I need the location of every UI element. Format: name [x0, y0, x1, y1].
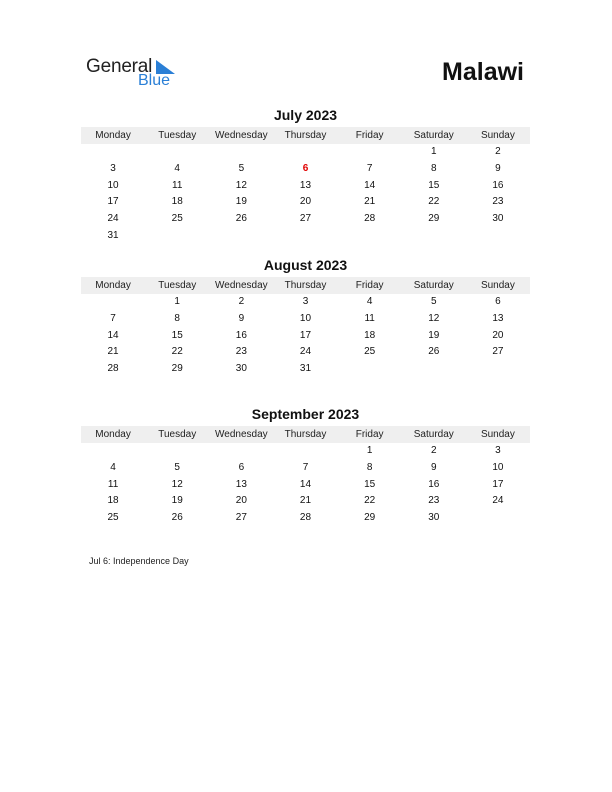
weekday-label: Saturday [413, 280, 454, 291]
day-cell: 1 [366, 445, 373, 456]
weekday-label: Wednesday [215, 130, 268, 141]
day-cell: 10 [492, 461, 504, 473]
weekday-label: Saturday [413, 429, 454, 440]
day-cell: 25 [364, 346, 376, 358]
day-cell [209, 144, 273, 161]
weekday-header-row [81, 426, 530, 443]
week-row [81, 443, 530, 460]
weekday-header-row [81, 127, 530, 144]
weekday-label: Monday [95, 280, 131, 291]
day-cell: 11 [107, 478, 119, 490]
logo-text-blue: Blue [138, 72, 171, 89]
day-cell: 14 [299, 478, 312, 490]
day-cell [209, 443, 273, 460]
day-cell: 13 [492, 312, 504, 324]
day-cell: 13 [299, 179, 312, 191]
day-cell: 10 [299, 312, 312, 324]
weekday-label: Tuesday [158, 280, 197, 291]
day-cell: 25 [107, 512, 119, 524]
weekday-label: Friday [355, 130, 384, 141]
month-title: July 2023 [273, 107, 338, 123]
month-calendar [81, 256, 530, 378]
day-cell [338, 361, 402, 378]
weekday-header-row [81, 277, 530, 294]
week-row [81, 344, 530, 361]
day-cell: 5 [430, 296, 437, 307]
day-cell: 12 [171, 478, 183, 490]
day-cell: 18 [171, 196, 183, 208]
month-title: September 2023 [251, 406, 360, 422]
month-calendar [81, 405, 530, 527]
day-cell: 11 [172, 179, 183, 191]
weekday-label: Sunday [480, 280, 515, 291]
day-cell: 3 [110, 162, 116, 174]
week-row [81, 144, 530, 161]
month-title: August 2023 [263, 257, 348, 273]
day-cell: 15 [364, 478, 376, 490]
day-cell [402, 228, 466, 245]
day-cell: 7 [110, 312, 116, 324]
day-cell: 12 [235, 179, 247, 191]
day-cell: 23 [235, 346, 247, 358]
day-cell: 28 [364, 213, 376, 225]
day-cell: 1 [174, 296, 180, 307]
day-cell: 7 [302, 461, 309, 473]
day-cell: 9 [238, 312, 245, 324]
week-row [81, 510, 530, 527]
day-cell: 6 [238, 461, 245, 473]
week-row [81, 460, 530, 477]
day-cell [81, 144, 145, 161]
day-cell [466, 361, 530, 378]
day-cell: 20 [235, 495, 247, 507]
weekday-label: Monday [95, 429, 131, 440]
day-cell: 27 [235, 512, 247, 524]
day-cell: 9 [430, 461, 437, 473]
day-cell: 17 [492, 478, 504, 490]
day-cell: 15 [428, 179, 440, 191]
week-row [81, 477, 530, 494]
week-row [81, 493, 530, 510]
week-row [81, 211, 530, 228]
day-cell: 11 [364, 312, 375, 324]
day-cell [81, 443, 145, 460]
day-cell [338, 144, 402, 161]
weekday-label: Thursday [284, 280, 327, 291]
day-cell: 28 [107, 363, 119, 375]
weekday-label: Saturday [413, 130, 454, 141]
day-cell: 22 [171, 346, 183, 358]
day-cell [402, 361, 466, 378]
day-cell: 13 [235, 478, 247, 490]
week-row [81, 194, 530, 211]
day-cell: 16 [492, 179, 504, 191]
day-cell: 8 [430, 162, 437, 174]
week-row [81, 328, 530, 345]
weekday-label: Friday [355, 429, 384, 440]
weekday-label: Tuesday [158, 130, 197, 141]
day-cell: 9 [495, 162, 501, 174]
day-cell: 20 [492, 329, 504, 341]
day-cell: 31 [107, 229, 119, 241]
day-cell: 30 [492, 213, 504, 225]
day-cell: 18 [364, 329, 376, 341]
weekday-label: Sunday [480, 429, 515, 440]
day-cell: 2 [238, 296, 245, 307]
day-cell: 4 [366, 296, 373, 307]
day-cell [209, 228, 273, 245]
day-cell: 27 [299, 213, 312, 225]
day-cell: 30 [428, 512, 440, 524]
day-cell: 24 [299, 346, 312, 358]
weekday-label: Thursday [284, 130, 327, 141]
day-cell: 3 [302, 296, 309, 307]
day-cell: 29 [428, 213, 440, 225]
week-row [81, 178, 530, 195]
day-cell: 4 [174, 162, 180, 174]
day-cell: 25 [171, 213, 183, 225]
holiday-day-cell: 6 [302, 162, 309, 174]
weekday-label: Friday [355, 280, 384, 291]
day-cell: 19 [171, 495, 183, 507]
day-cell: 27 [492, 346, 504, 358]
day-cell: 29 [171, 363, 183, 375]
weekday-label: Wednesday [215, 280, 268, 291]
holiday-note: Jul 6: Independence Day [89, 556, 189, 566]
day-cell: 26 [235, 213, 247, 225]
weekday-label: Wednesday [215, 429, 268, 440]
day-cell: 24 [107, 213, 119, 225]
day-cell [273, 443, 337, 460]
holiday-notes [89, 556, 189, 566]
weekday-label: Sunday [480, 130, 515, 141]
general-blue-logo [86, 56, 186, 92]
day-cell: 28 [299, 512, 312, 524]
day-cell: 21 [107, 346, 119, 358]
week-row [81, 228, 530, 245]
weekday-label: Thursday [284, 429, 327, 440]
day-cell: 24 [492, 495, 504, 507]
day-cell: 31 [299, 363, 312, 375]
day-cell: 17 [299, 329, 312, 341]
day-cell: 2 [495, 146, 501, 157]
day-cell: 12 [428, 312, 440, 324]
day-cell: 29 [364, 512, 376, 524]
day-cell: 17 [107, 196, 119, 208]
day-cell: 18 [107, 495, 119, 507]
day-cell: 1 [430, 146, 437, 157]
weekday-label: Monday [95, 130, 131, 141]
day-cell [145, 443, 209, 460]
week-row [81, 294, 530, 311]
day-cell: 3 [495, 445, 501, 456]
day-cell: 15 [171, 329, 183, 341]
weekday-label: Tuesday [158, 429, 197, 440]
day-cell: 10 [107, 179, 119, 191]
month-calendar [81, 106, 530, 245]
day-cell: 6 [495, 296, 501, 307]
day-cell: 4 [110, 461, 116, 473]
logo-text-general: General [86, 56, 153, 77]
country-title: Malawi [442, 58, 524, 86]
day-cell: 20 [299, 196, 312, 208]
day-cell: 16 [428, 478, 440, 490]
day-cell [145, 228, 209, 245]
week-row [81, 361, 530, 378]
day-cell: 23 [492, 196, 504, 208]
day-cell: 7 [366, 162, 373, 174]
day-cell [273, 228, 337, 245]
week-row [81, 161, 530, 178]
day-cell: 22 [364, 495, 376, 507]
day-cell [145, 144, 209, 161]
day-cell: 5 [174, 461, 180, 473]
day-cell: 16 [235, 329, 247, 341]
day-cell: 26 [171, 512, 183, 524]
day-cell: 19 [428, 329, 440, 341]
day-cell: 23 [428, 495, 440, 507]
day-cell: 26 [428, 346, 440, 358]
day-cell: 14 [364, 179, 376, 191]
day-cell: 5 [238, 162, 245, 174]
week-row [81, 311, 530, 328]
day-cell: 2 [430, 445, 437, 456]
day-cell: 21 [364, 196, 376, 208]
day-cell [273, 144, 337, 161]
day-cell: 22 [428, 196, 440, 208]
day-cell [81, 294, 145, 311]
day-cell: 19 [235, 196, 247, 208]
day-cell [466, 510, 530, 527]
day-cell: 8 [366, 461, 373, 473]
day-cell: 14 [107, 329, 119, 341]
day-cell [338, 228, 402, 245]
day-cell: 8 [174, 312, 180, 324]
day-cell [466, 228, 530, 245]
day-cell: 21 [299, 495, 312, 507]
day-cell: 30 [235, 363, 247, 375]
